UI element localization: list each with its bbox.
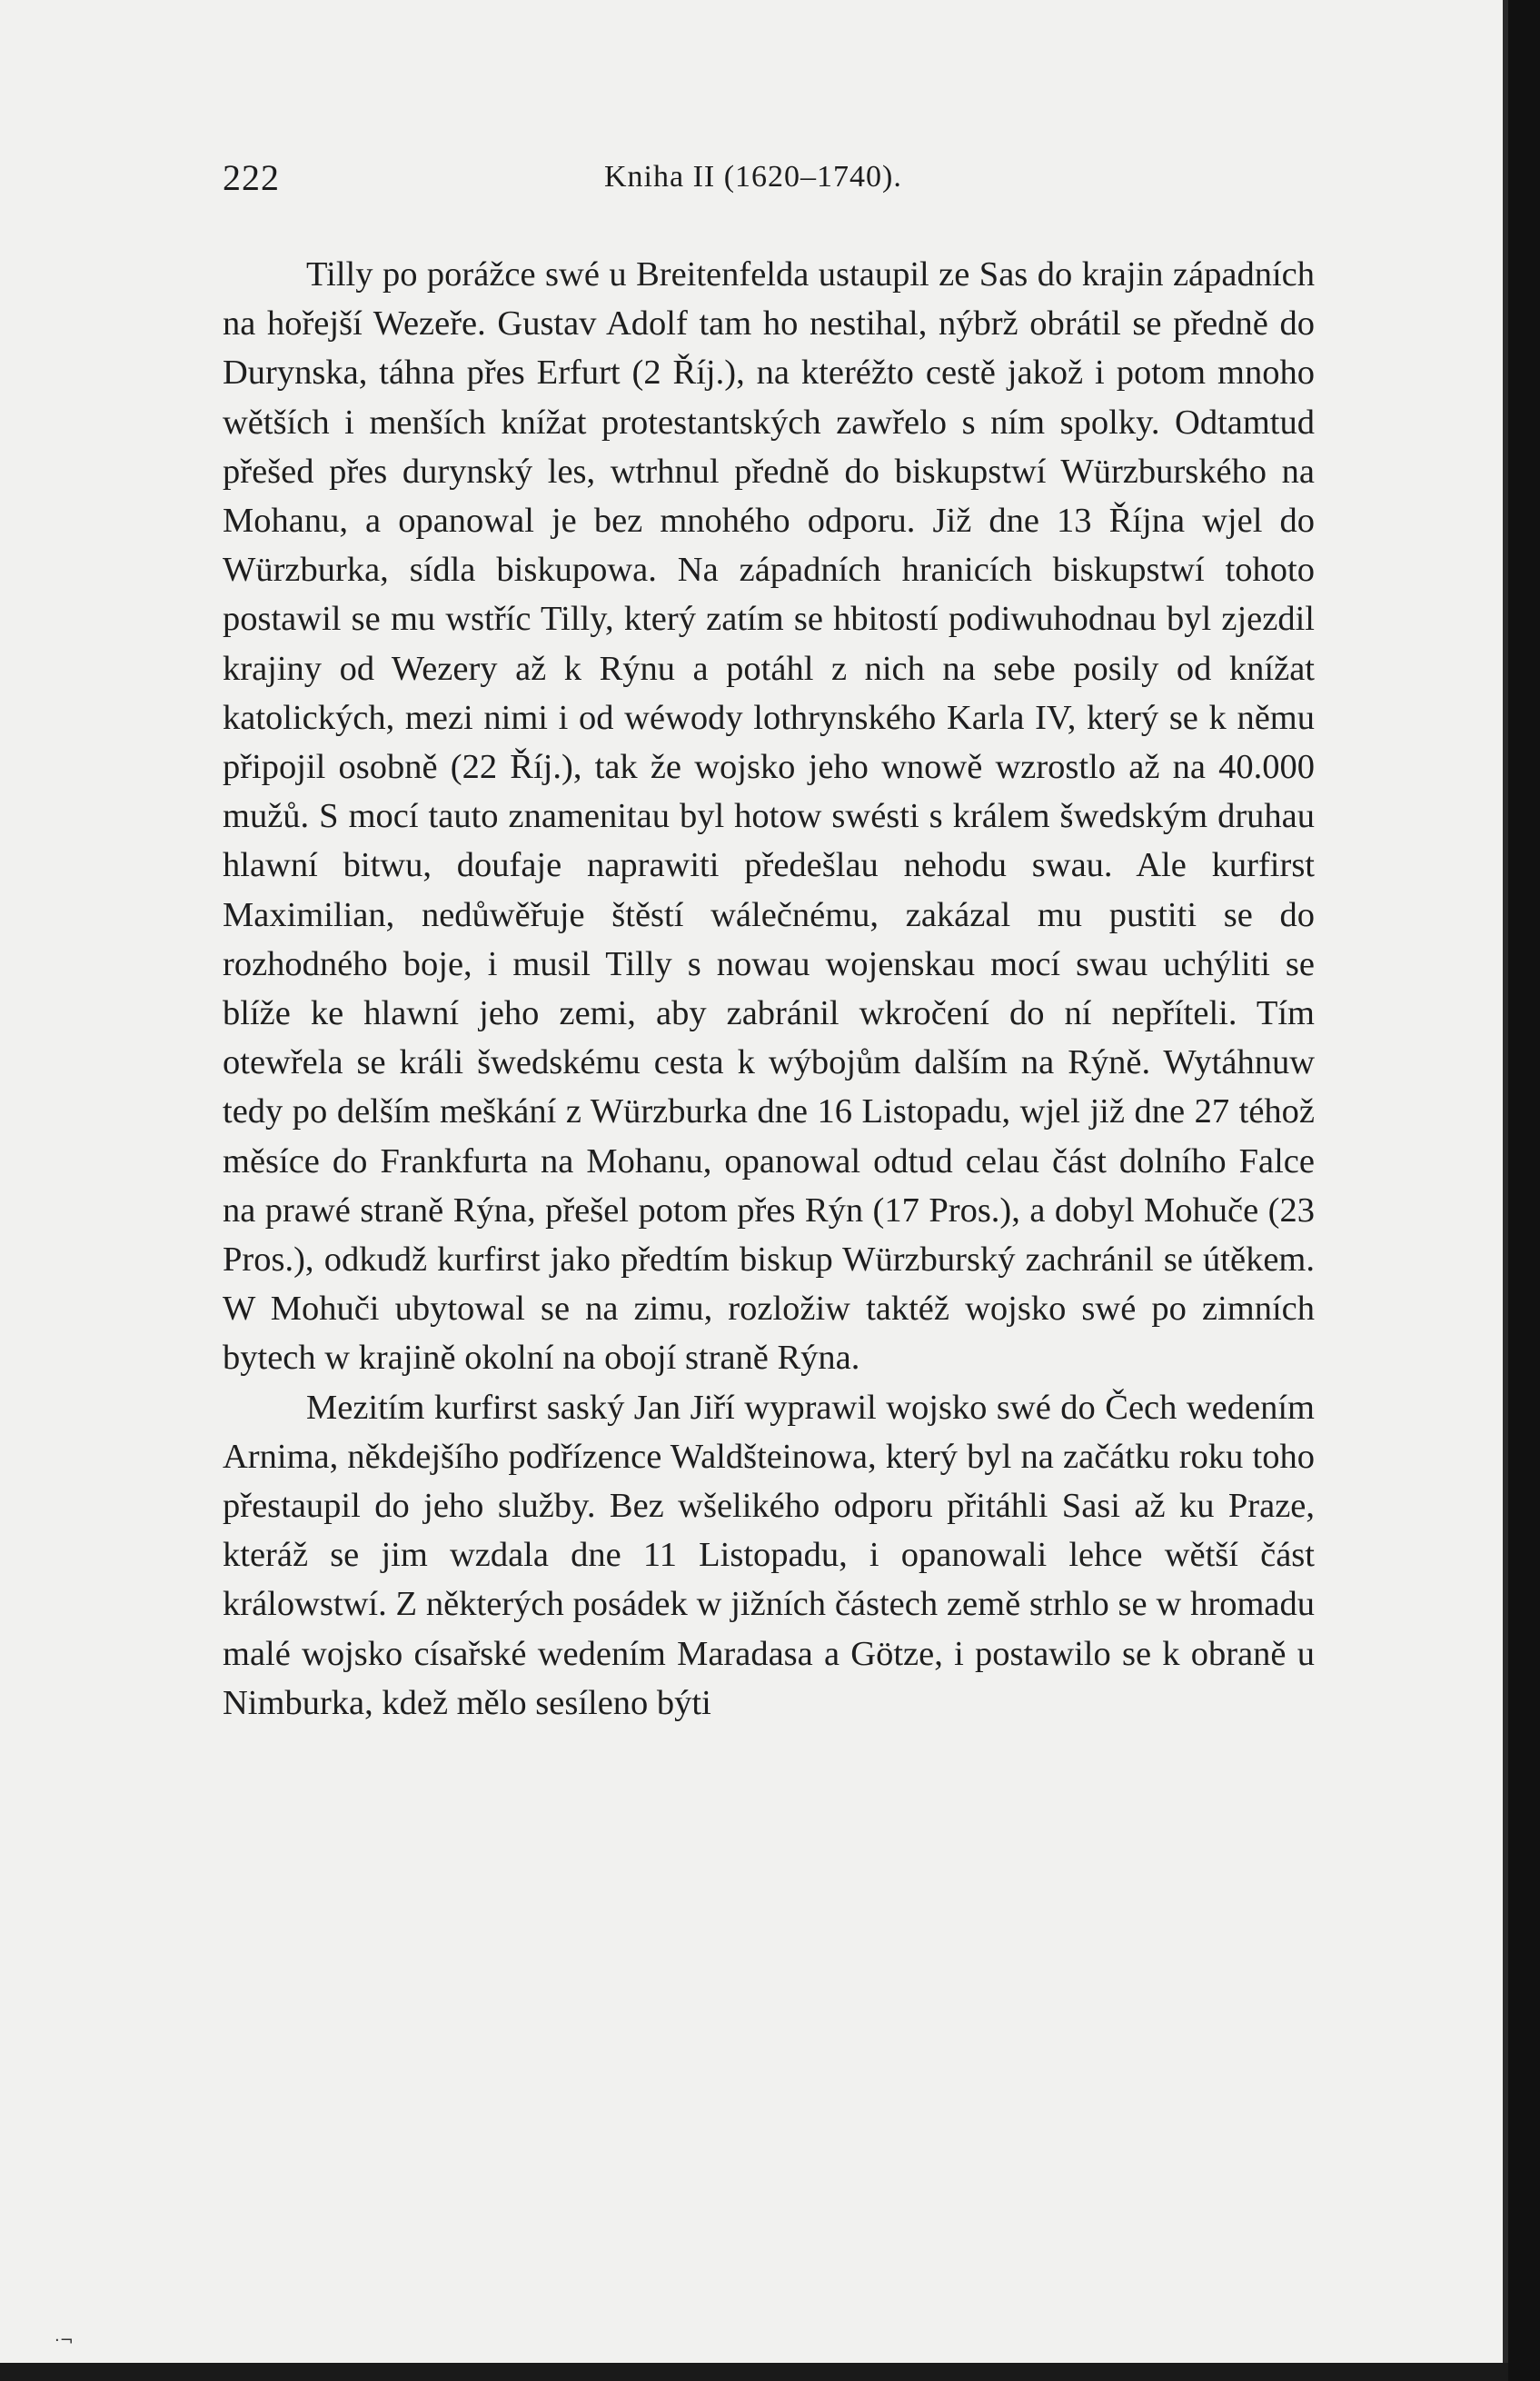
body-text (223, 250, 1315, 1728)
page-edge-shadow (1508, 0, 1540, 2381)
running-head: Kniha II (1620–1740). (604, 160, 902, 194)
paragraph-1: Tilly po porážce swé u Breitenfelda ustaupil ze Sas do krajin západních na hořejší Wezeře. Gustav Adolf tam ho nestihal, nýbrž obrátil se předně do Durynska, táhna přes Erfurt (2 Říj.), na kteréžto cestě jakož i potom mnoho wětších i menších knížat protestantských zawřelo s ním spolky. Odtamtud přešed přes durynský les, wtrhnul předně do biskupstwí Würzburského na Mohanu, a opanowal je bez mnohého odporu. Již dne 13 Října wjel do Würzburka, sídla biskupowa. Na západních hranicích biskupstwí tohoto postawil se mu wstříc Tilly, který zatím se hbitostí podiwuhodnau byl zjezdil krajiny od Wezery až k Rýnu a potáhl z nich na sebe posily od knížat katolických, mezi nimi i od wéwody lothrynského Karla IV, který se k němu připojil osobně (22 Říj.), tak že wojsko jeho wnowě wzrostlo až na 40.000 mužů. S mocí tauto znamenitau byl hotow swésti s králem šwedským druhau hlawní bitwu, doufaje naprawiti předešlau nehodu swau. Ale kurfirst Maximilian, nedůwěřuje štěstí wálečnému, zakázal mu pustiti se do rozhodného boje, i musil Tilly s nowau wojenskau mocí swau uchýliti se blíže ke hlawní jeho zemi, aby zabránil wkročení do ní nepříteli. Tím otewřela se králi šwedskému cesta k wýbojům dalším na Rýně. Wytáhnuw tedy po delším meškání z Würzburka dne 16 Listopadu, wjel již dne 27 téhož měsíce do Frankfurta na Mohanu, opanowal odtud celau část dolního Falce na prawé straně Rýna, přešel potom přes Rýn (17 Pros.), a dobyl Mohuče (23 Pros.), odkudž kurfirst jako předtím biskup Würzburský zachránil se útěkem. W Mohuči ubytowal se na zimu, rozložiw taktéž wojsko swé po zimních bytech w krajině okolní na obojí straně Rýna. (223, 255, 1315, 1378)
page-header (223, 156, 1322, 211)
paragraph-2: Mezitím kurfirst saský Jan Jiří wyprawil wojsko swé do Čech wedením Arnima, někdejšího podřízence Waldšteinowa, který byl na začátku roku toho přestaupil do jeho služby. Bez wšelikého odporu přitáhli Sasi až ku Praze, kteráž se jim wzdala dne 11 Listopadu, i opanowali lehce wětší část králowstwí. Z některých posádek w jižních částech země strhlo se w hromadu malé wojsko císařské wedením Maradasa a Götze, i postawilo se k obraně u Nimburka, kdež mělo sesíleno býti (223, 1388, 1315, 1722)
page-number: 222 (223, 157, 280, 198)
corner-smudge-mark: ·¬ (55, 2331, 74, 2350)
